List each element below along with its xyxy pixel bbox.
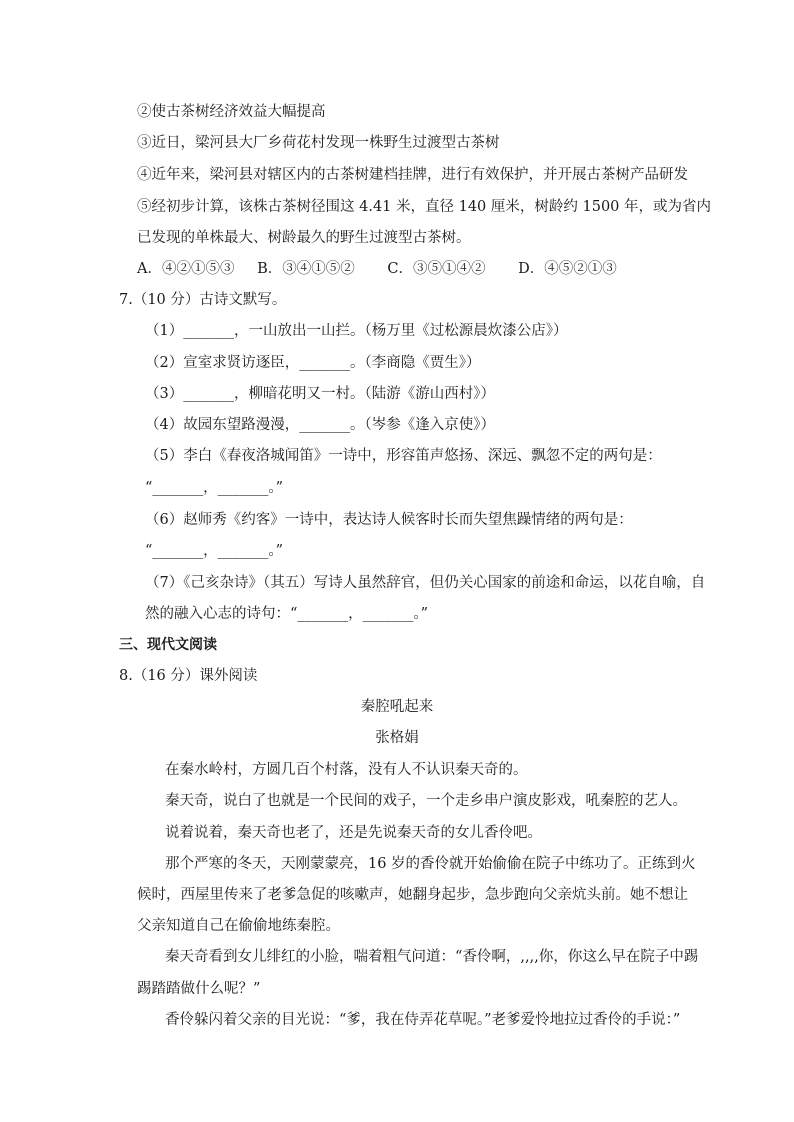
option-d[interactable]: D．④⑤②①③ [518,261,617,277]
paragraph-4-line-3: 父亲知道自己在偷偷地练秦腔。 [137,918,340,934]
q7-line-7-continued: 然的融入心志的诗句：“_______，_______。” [145,606,429,622]
q7-line-2: （2）宣室求贤访逐臣，_______。（李商隐《贾生》） [145,355,481,371]
paragraph-4-line-1: 那个严寒的冬天，天刚蒙蒙亮，16 岁的香伶就开始偷偷在院子中练功了。正练到火 [165,856,696,872]
article-author: 张格娟 [375,730,419,746]
paragraph-4-line-2: 候时，西屋里传来了老爹急促的咳嗽声，她翻身起步，急步跑向父亲炕头前。她不想让 [137,887,688,903]
q8-header: 8.（16 分）课外阅读 [119,668,258,684]
q6-item-4: ④近年来，梁河县对辖区内的古茶树建档挂牌，进行有效保护，并开展古茶树产品研发 [137,167,688,183]
q6-item-3: ③近日，梁河县大厂乡荷花村发现一株野生过渡型古茶树 [137,135,500,151]
paragraph-3: 说着说着，秦天奇也老了，还是先说秦天奇的女儿香伶吧。 [165,825,542,841]
q7-line-6-blanks: “_______，_______。” [145,543,284,559]
paragraph-1: 在秦水岭村，方圆几百个村落，没有人不认识秦天奇的。 [165,762,528,778]
q7-line-3: （3）_______，柳暗花明又一村。（陆游《游山西村》） [145,386,495,402]
paragraph-5-line-1: 秦天奇看到女儿绯红的小脸，喘着粗气问道：“香伶啊，,,,,你，你这么早在院子中踢 [165,949,699,965]
q7-line-1: （1）_______，一山放出一山拦。（杨万里《过松源晨炊漆公店》） [145,323,568,339]
q7-line-4: （4）故园东望路漫漫，_______。（岑参《逢入京使》） [145,417,495,433]
section-heading: 三、现代文阅读 [119,637,217,653]
paragraph-5-line-2: 踢踏踏做什么呢？” [137,981,261,997]
option-a[interactable]: A．④②①⑤③ [137,261,235,277]
q6-item-2: ②使古茶树经济效益大幅提高 [137,104,326,120]
q7-header: 7.（10 分）古诗文默写。 [119,292,287,308]
q6-options [137,259,617,279]
q7-line-7: （7）《己亥杂诗》（其五）写诗人虽然辞官，但仍关心国家的前途和命运，以花自喻，自 [145,575,706,591]
paragraph-6-line-1: 香伶躲闪着父亲的目光说：“爹，我在侍弄花草呢。”老爹爱怜地拉过香伶的手说：” [165,1012,681,1028]
q7-line-5-blanks: “_______，_______。” [145,480,284,496]
q7-line-6: （6）赵师秀《约客》一诗中，表达诗人候客时长而失望焦躁情绪的两句是： [145,512,633,528]
q6-item-5: ⑤经初步计算，该株古茶树径围这 4.41 米，直径 140 厘米，树龄约 1500 年，或为省内 [137,199,712,215]
q6-item-5-continued: 已发现的单株最大、树龄最久的野生过渡型古茶树。 [137,230,471,246]
q7-line-5: （5）李白《春夜洛城闻笛》一诗中，形容笛声悠扬、深远、飘忽不定的两句是： [145,448,662,464]
article-title: 秦腔吼起来 [360,699,434,715]
option-b[interactable]: B．③④①⑤② [257,261,355,277]
option-c[interactable]: C．③⑤①④② [387,261,486,277]
paragraph-2: 秦天奇，说白了也就是一个民间的戏子，一个走乡串户演皮影戏，吼秦腔的艺人。 [165,793,687,809]
